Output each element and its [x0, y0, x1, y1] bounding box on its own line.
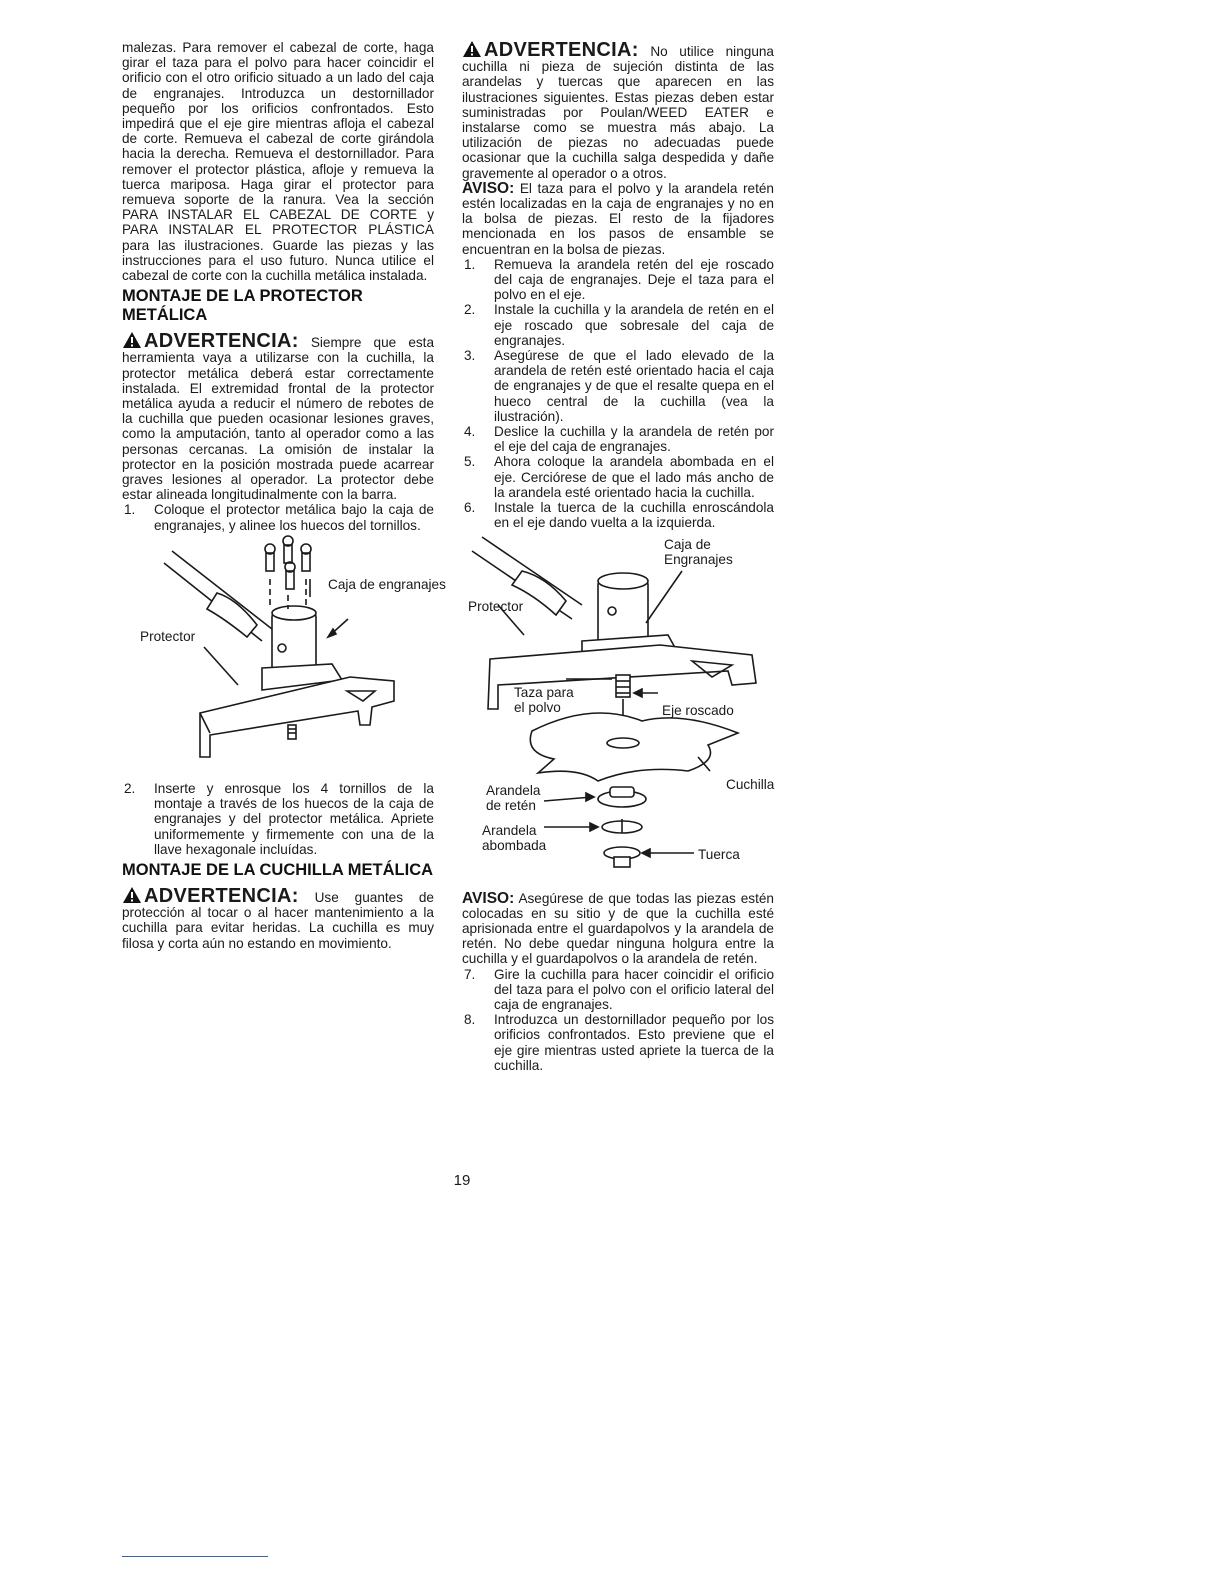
list-item: [462, 1012, 774, 1073]
step-number: 3.: [464, 348, 476, 364]
list-item: [462, 302, 774, 348]
label-gearbox: Caja de Engranajes: [664, 536, 733, 567]
step-text: Inserte y enrosque los 4 tornillos de la montaje a través de los huecos de la caja de engranajes y del protector metálica. Apriete uniformemente y firmemente con una de la llave hexagonale incluídas.: [154, 780, 434, 857]
list-item: [462, 257, 774, 303]
aviso-label: AVISO:: [462, 179, 515, 197]
step-number: 1.: [464, 256, 476, 272]
step-text: Instale la cuchilla y la arandela de retén en el eje roscado que sobresale del caja de engranajes.: [494, 302, 774, 348]
warning-triangle-icon: [122, 886, 142, 904]
warning-parts: [462, 40, 774, 181]
step-number: 8.: [464, 1012, 476, 1028]
warning-label: ADVERTENCIA:: [144, 884, 299, 907]
heading-protector-mount: MONTAJE DE LA PROTECTOR METÁLICA: [122, 287, 363, 325]
aviso-label: AVISO:: [462, 889, 515, 907]
steps-blade-b: [462, 967, 774, 1073]
warning-gloves: [122, 886, 434, 951]
steps-protector-2: [122, 781, 434, 857]
warning-triangle-icon: [462, 40, 482, 58]
label-protector: Protector: [140, 628, 196, 644]
step-text: Instale la tuerca de la cuchilla enroscándola en el eje dando vuelta a la izquierda.: [494, 500, 774, 531]
aviso-text: El taza para el polvo y la arandela retén estén localizadas en la caja de engranajes y no en la bolsa de piezas. El resto de la fijadores mencionada en los pasos de ensamble se encuentran en la bolsa de piezas.: [462, 180, 774, 257]
left-column: [122, 40, 446, 951]
warning-triangle-icon: [122, 331, 142, 349]
warning-label: ADVERTENCIA:: [144, 330, 299, 353]
label-blade: Cuchilla: [726, 776, 775, 792]
step-number: 1.: [124, 502, 136, 518]
aviso-dust-cup: [462, 181, 774, 257]
step-text: Gire la cuchilla para hacer coincidir el orificio del taza para el polvo con el orificio lateral del caja de engranajes.: [494, 966, 774, 1012]
step-text: Deslice la cuchilla y la arandela de retén por el eje del caja de engranajes.: [494, 424, 774, 455]
step-number: 4.: [464, 424, 476, 440]
list-item: [122, 781, 434, 857]
figure-blade-assembly: [462, 531, 774, 891]
step-number: 2.: [124, 780, 136, 796]
warning-text: Use guantes de protección al tocar o al hacer mantenimiento a la cuchilla para evitar heridas. La cuchilla es muy filosa y corta aún no estando en movimiento.: [122, 889, 434, 951]
label-threaded-shaft: Eje roscado: [662, 702, 734, 718]
steps-protector: [122, 502, 434, 532]
warning-text: Siempre que esta herramienta vaya a utilizarse con la cuchilla, la protector metálica deberá estar correctamente instalada. El extremidad frontal de la protector metálica ayuda a reducir el número de rebotes de la cuchilla que pueden ocasionar lesiones graves, como la amputación, tanto al operador como a las personas cercanas. La omisión de instalar la protector en la posición mostrada puede acarrear graves lesiones al operador. La protector debe estar alineada longitudinalmente con la barra.: [122, 335, 435, 503]
list-item: [462, 967, 774, 1013]
step-text: Ahora coloque la arandela abombada en el eje. Cerciórese de que el lado más ancho de la arandela esté orientado hacia la cuchilla.: [494, 454, 774, 500]
aviso-text: Asegúrese de que todas las piezas estén colocadas en su sitio y de que la cuchilla esté aprisionada entre el guardapolvos y la arandela de retén. No debe quedar ninguna holgura entre la cuchilla y el guardapolvos o la arandela de retén.: [462, 890, 774, 967]
step-number: 6.: [464, 500, 476, 516]
list-item: [462, 348, 774, 424]
step-text: Introduzca un destornillador pequeño por los orificios confrontados. Esto previene que el eje gire mientras usted apriete la tuerca de la cuchilla.: [494, 1012, 774, 1073]
warning-protector: [122, 331, 434, 502]
label-gearbox: Caja de engranajes: [328, 576, 446, 592]
list-item: [462, 424, 774, 454]
aviso-clearance: [462, 891, 774, 967]
step-number: 7.: [464, 966, 476, 982]
figure-protector-install: [122, 533, 446, 781]
heading-blade-mount: MONTAJE DE LA CUCHILLA METÁLICA: [122, 860, 434, 879]
step-text: Asegúrese de que el lado elevado de la arandela de retén esté orientado hacia el caja de engranajes y de que el resalte quepa en el hueco central de la cuchilla (vea la ilustración).: [494, 348, 774, 424]
right-column: [462, 40, 774, 1073]
step-text: Remueva la arandela retén del eje roscado del caja de engranajes. Deje el taza para el polvo en el eje.: [494, 256, 774, 303]
intro-paragraph: malezas. Para remover el cabezal de corte, haga girar el taza para el polvo para hacer coincidir el orificio con el otro orificio situado a un lado del caja de engranajes. Introduzca un destornillador pequeño por los orificios confrontados. Esto impedirá que el eje gire mientras afloja el cabezal de corte. Remueva el cabezal de corte girándola hacia la derecha. Remueva el destornillador. Para remover el protector plástica, afloje y remueva la tuerca mariposa. Haga girar el protector para remueva soporte de la ranura. Vea la sección PARA INSTALAR EL CABEZAL DE CORTE y PARA INSTALAR EL PROTECTOR PLÁSTICA para las ilustraciones. Guarde las piezas y las instrucciones para el uso futuro. Nunca utilice el cabezal de corte con la cuchilla metálica instalada.: [122, 40, 434, 284]
warning-text: No utilice ninguna cuchilla ni pieza de sujeción distinta de las arandelas y tuercas que aparecen en las ilustraciones siguientes. Estas piezas deben estar suministradas por Poulan/WEED EATER e instalarse como se muestra más abajo. La utilización de piezas no adecuadas puede ocasionar que la cuchilla salga despedida y dañe gravemente al operador o a otros.: [462, 44, 774, 181]
protector-illustration: [122, 533, 434, 781]
step-number: 5.: [464, 454, 476, 470]
warning-label: ADVERTENCIA:: [484, 39, 639, 61]
list-item: [462, 454, 774, 500]
list-item: [122, 502, 434, 532]
label-protector: Protector: [468, 598, 524, 614]
footer-rule: [122, 1556, 268, 1557]
step-number: 2.: [464, 302, 476, 318]
step-text: Coloque el protector metálica bajo la caja de engranajes, y alinee los huecos del tornillos.: [154, 502, 434, 533]
label-dust-cup: Taza para el polvo: [514, 684, 574, 715]
list-item: [462, 500, 774, 530]
steps-blade-a: [462, 257, 774, 531]
label-retainer-washer: Arandela de retén: [486, 782, 541, 813]
label-nut: Tuerca: [698, 846, 740, 862]
page-number: 19: [453, 1172, 471, 1189]
label-cupped-washer: Arandela abombada: [482, 822, 547, 853]
